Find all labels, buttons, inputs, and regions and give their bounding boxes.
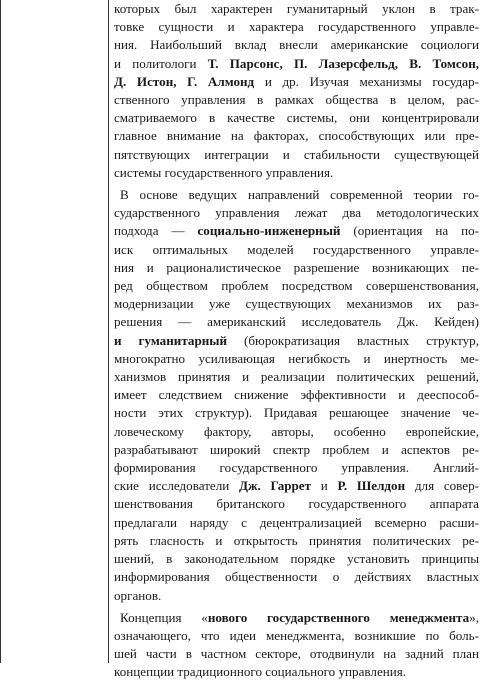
- text-run: пятствующих интеграции и стабильности существующей: [114, 146, 479, 162]
- text-line: [114, 164, 479, 182]
- text-line: [114, 663, 479, 681]
- text-run: ские исследователи: [114, 478, 240, 494]
- text-line: [114, 186, 479, 204]
- text-line: [114, 109, 479, 127]
- paragraph-3: [114, 609, 479, 682]
- paragraph-2: [114, 186, 479, 605]
- bold-text-run: и гуманитарный: [114, 332, 228, 348]
- text-line: [114, 386, 479, 404]
- text-line: [114, 423, 479, 441]
- text-line: [114, 532, 479, 550]
- text-line: [114, 259, 479, 277]
- text-line: [114, 568, 479, 586]
- text-line: [114, 368, 479, 386]
- text-line: [114, 0, 479, 18]
- text-line: [114, 55, 479, 73]
- text-run: предлагали наряду с децентрализацией всемерно расши-: [114, 514, 479, 530]
- text-line: [114, 18, 479, 36]
- text-run: ловеческому фактору, авторы, особенно европейские,: [114, 423, 479, 439]
- text-line: [114, 459, 479, 477]
- text-line: [114, 277, 479, 295]
- text-run: модернизации уже существующих механизмов их раз-: [114, 296, 479, 312]
- text-run: сматриваемого в качестве системы, они концентрировали: [114, 110, 479, 126]
- text-line: [114, 587, 479, 605]
- text-run: системы государственного управления.: [114, 164, 334, 180]
- text-line: [114, 36, 479, 54]
- text-run: концепции традиционного социального управления.: [114, 664, 407, 680]
- text-run: подхода —: [114, 223, 198, 239]
- text-run: ния. Наибольший вклад внесли американские социологи: [114, 37, 479, 53]
- text-line: [114, 645, 479, 663]
- text-line: [114, 404, 479, 422]
- text-line: [114, 127, 479, 145]
- bold-text-run: социально-инженерный: [197, 223, 341, 239]
- text-run: означающего, что идеи менеджмента, возникшие по боль-: [114, 627, 479, 643]
- text-run: многократно усиливающая негибкость и инертность ме-: [114, 350, 479, 366]
- text-line: [114, 313, 479, 331]
- text-run: и политологи: [114, 55, 208, 71]
- text-run: которых был характерен гуманитарный уклон в трак-: [114, 1, 479, 16]
- text-run: рять гласность и открытость принятия политических ре-: [114, 532, 479, 548]
- text-run: ния и рационалистическое разрешение возникающих пе-: [114, 259, 479, 275]
- text-run: иск оптимальных моделей государственного управле-: [114, 241, 479, 257]
- text-line: [114, 609, 479, 627]
- text-run: шений, в законодательном порядке установить принципы: [114, 551, 479, 567]
- text-line: [114, 73, 479, 91]
- text-run: »,: [469, 609, 479, 625]
- text-run: (ориентация на по-: [340, 223, 479, 239]
- text-run: ственного управления в рамках общества в целом, рас-: [114, 92, 479, 108]
- text-run: шенствования британского государственного аппарата: [114, 496, 479, 512]
- bold-text-run: Р. Шелдон: [337, 478, 406, 494]
- text-run: главное внимание на факторах, способствующих или пре-: [114, 128, 479, 144]
- text-run: ности этих структур). Придавая решающее значение че-: [114, 405, 479, 421]
- text-run: (бюрократизация властных структур,: [227, 332, 479, 348]
- text-line: [114, 91, 479, 109]
- text-run: В основе ведущих направлений современной теории го-: [120, 187, 479, 203]
- text-line: [114, 350, 479, 368]
- paragraph-1: [114, 0, 479, 182]
- text-run: шей части в частном секторе, отодвинули на задний план: [114, 646, 479, 662]
- text-run: Концепция «: [120, 609, 208, 625]
- text-line: [114, 627, 479, 645]
- text-run: для совер-: [405, 478, 479, 494]
- text-line: [114, 441, 479, 459]
- text-run: формирования государственного управления. Англий-: [114, 460, 479, 476]
- bold-text-run: нового государственного менеджмента: [207, 609, 470, 625]
- text-run: разрабатывают широкий спектр проблем и аспектов ре-: [114, 441, 479, 457]
- text-line: [114, 514, 479, 532]
- text-run: ред обществом проблем посредством совершенствования,: [114, 278, 479, 294]
- text-line: [114, 146, 479, 164]
- right-column: [114, 0, 479, 682]
- text-line: [114, 495, 479, 513]
- text-run: информирования общественности о действиях властных: [114, 569, 479, 585]
- bold-text-run: Д. Истон, Г. Алмонд: [114, 73, 255, 89]
- text-run: имеет следствием снижение эффективности и дееспособ-: [114, 387, 479, 403]
- text-run: органов.: [114, 587, 162, 603]
- bold-text-run: Т. Парсонс, П. Лазерсфельд, В. Томсон,: [207, 55, 479, 71]
- text-line: [114, 204, 479, 222]
- left-column: [1, 0, 109, 663]
- text-run: ханизмов принятия и реализации политических решений,: [114, 369, 479, 385]
- text-run: товке сущности и характера государственного управле-: [114, 19, 479, 35]
- text-run: и: [311, 478, 338, 494]
- text-line: [114, 295, 479, 313]
- text-line: [114, 222, 479, 240]
- text-line: [114, 332, 479, 350]
- text-run: и др. Изучая механизмы государ-: [254, 73, 479, 89]
- text-line: [114, 550, 479, 568]
- text-line: [114, 477, 479, 495]
- text-run: сударственного управления лежат два методологических: [114, 205, 479, 221]
- text-run: решения — американский исследователь Дж. Кейден): [114, 314, 479, 330]
- text-line: [114, 241, 479, 259]
- bold-text-run: Дж. Гаррет: [239, 478, 312, 494]
